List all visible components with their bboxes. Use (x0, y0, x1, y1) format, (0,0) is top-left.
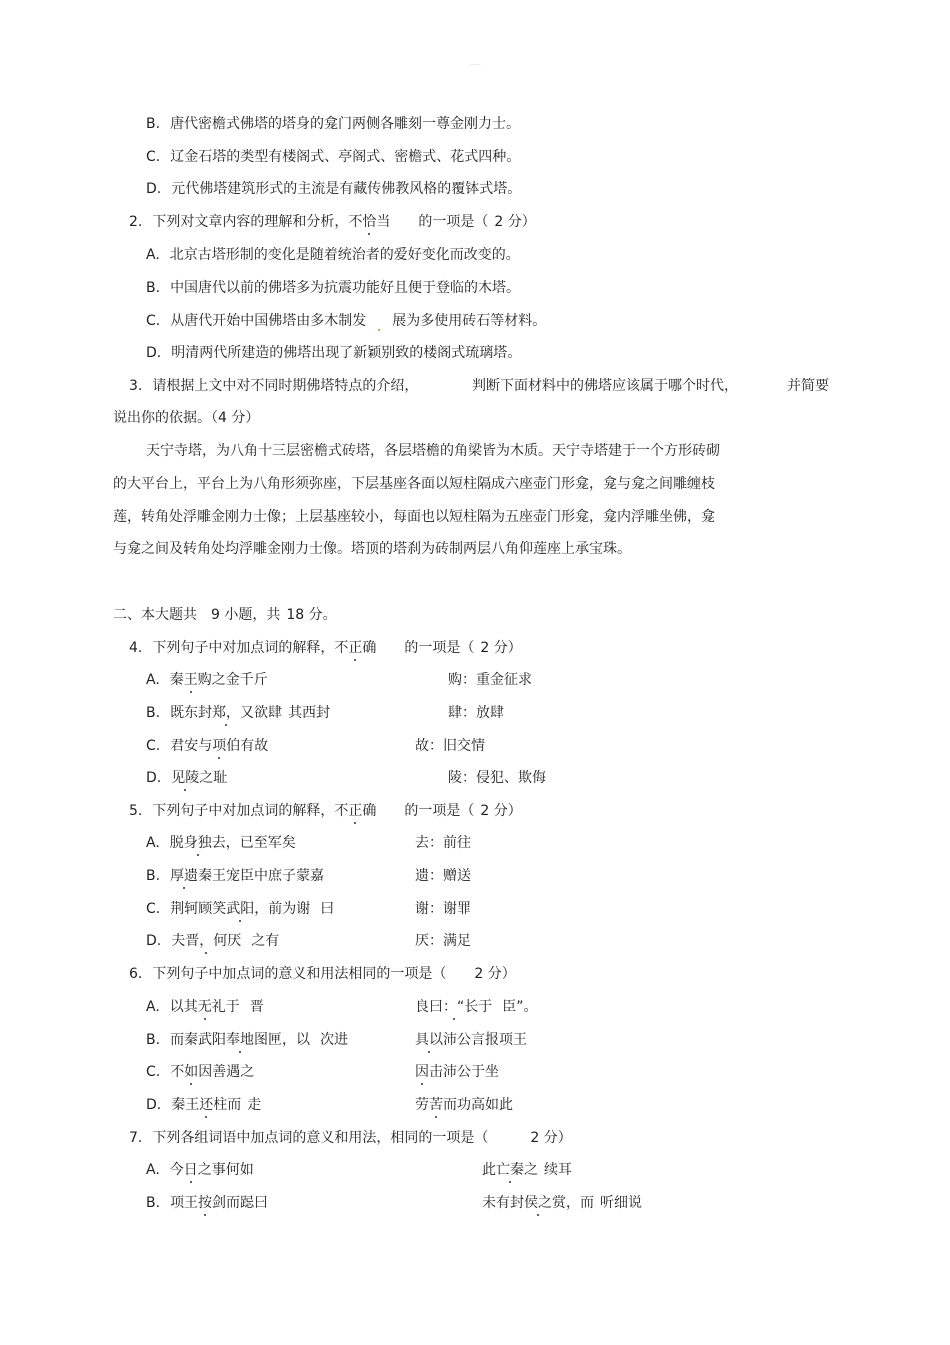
q6-option-a-right: 良曰：“长于 臣”。 (415, 999, 538, 1015)
page-header-mark: —·— (469, 62, 481, 68)
q3-material-line1: 天宁寺塔，为八角十三层密檐式砖塔，各层塔檐的角梁皆为木质。天宁寺塔建于一个方形砖砌 (146, 443, 720, 459)
q3-material-line2: 的大平台上，平台上为八角形须弥座，下层基座各面以短柱隔成六座壶门形龛，龛与龛之间雕缠枝 (113, 476, 715, 492)
q5-option-d: D. 夫晋，何厌 之有 (146, 933, 280, 949)
q5-option-c: C. 荆轲顾笑武阳，前为谢 曰 (146, 901, 335, 917)
q4-option-d: D. 见陵之耻 (146, 770, 228, 786)
q6-option-a: A. 以其无礼于 晋 (146, 999, 264, 1015)
q1-option-c: C. 辽金石塔的类型有楼阁式、亭阁式、密檐式、花式四种。 (146, 149, 521, 165)
q3-stem-part2: 判断下面材料中的佛塔应该属于哪个时代， (472, 378, 738, 394)
q5-option-a-gloss: 去：前往 (415, 835, 471, 851)
q5-option-b: B. 厚遗秦王宠臣中庶子蒙嘉 (146, 868, 325, 884)
q2-emphasis: 不恰当 (348, 214, 391, 230)
stray-mark (378, 329, 380, 331)
q6-option-c: C. 不如因善遇之 (146, 1064, 255, 1080)
q6-option-c-right: 因击沛公于坐 (415, 1064, 499, 1080)
q4-option-b: B. 既东封郑，又欲肆 其西封 (146, 705, 331, 721)
q7-option-a-right: 此亡秦之 续耳 (482, 1162, 572, 1178)
q3-stem-part3: 并简要 (787, 378, 829, 394)
q3-material-line4: 与龛之间及转角处均浮雕金刚力士像。塔顶的塔刹为砖制两层八角仰莲座上承宝珠。 (113, 541, 631, 557)
q5-option-b-gloss: 遗：赠送 (415, 868, 471, 884)
section-2-heading: 二、本大题共 9 小题，共 18 分。 (113, 607, 337, 623)
q6-option-d: D. 秦王还柱而 走 (146, 1097, 262, 1113)
q3-material-line3: 莲，转角处浮雕金刚力士像；上层基座较小，每面也以短柱隔为五座壶门形龛，龛内浮雕坐佛，龛 (113, 509, 715, 525)
q2-option-d: D. 明清两代所建造的佛塔出现了新颖别致的楼阁式琉璃塔。 (146, 345, 522, 361)
q6-stem: 6. 下列句子中加点词的意义和用法相同的一项是（ 2 分） (129, 966, 516, 982)
q6-option-b-right: 具以沛公言报项王 (415, 1032, 527, 1048)
q5-emphasis: 不正确 (334, 803, 377, 819)
q3-stem-line1: 3. 请根据上文中对不同时期佛塔特点的介绍， (129, 378, 419, 394)
q5-option-c-gloss: 谢：谢罪 (415, 901, 471, 917)
q7-option-b: B. 项王按剑而跽曰 (146, 1195, 269, 1211)
q1-option-d: D. 元代佛塔建筑形式的主流是有藏传佛教风格的覆钵式塔。 (146, 181, 522, 197)
q7-option-a: A. 今日之事何如 (146, 1162, 254, 1178)
q7-stem: 7. 下列各组词语中加点词的意义和用法，相同的一项是（ 2 分） (129, 1130, 572, 1146)
q1-option-b: B. 唐代密檐式佛塔的塔身的龛门两侧各雕刻一尊金刚力士。 (146, 116, 521, 132)
q2-option-c: C. 从唐代开始中国佛塔由多木制发 展为多使用砖石等材料。 (146, 313, 547, 329)
q4-option-d-gloss: 陵：侵犯、欺侮 (448, 770, 546, 786)
q5-option-a: A. 脱身独去，已至军矣 (146, 835, 296, 851)
q2-option-a: A. 北京古塔形制的变化是随着统治者的爱好变化而改变的。 (146, 247, 520, 263)
q3-stem-line2: 说出你的依据。（4 分） (113, 410, 260, 426)
q6-option-b: B. 而秦武阳奉地图匣，以 次进 (146, 1032, 349, 1048)
q4-option-a: A. 秦王购之金千斤 (146, 672, 268, 688)
q2-option-b: B. 中国唐代以前的佛塔多为抗震功能好且便于登临的木塔。 (146, 280, 521, 296)
q4-option-c-gloss: 故：旧交情 (415, 738, 485, 754)
q5-stem: 5. 下列句子中对加点词的解释，不正确 的一项是（ 2 分） (129, 803, 522, 819)
q2-stem: 2. 下列对文章内容的理解和分析，不恰当 的一项是（ 2 分） (129, 214, 536, 230)
q4-option-a-gloss: 购：重金征求 (448, 672, 532, 688)
q4-stem: 4. 下列句子中对加点词的解释，不正确 的一项是（ 2 分） (129, 640, 522, 656)
q4-option-b-gloss: 肆：放肆 (448, 705, 504, 721)
q5-option-d-gloss: 厌：满足 (415, 933, 471, 949)
q4-option-c: C. 君安与项伯有故 (146, 738, 269, 754)
q6-option-d-right: 劳苦而功高如此 (415, 1097, 513, 1113)
q7-option-b-right: 未有封侯之赏，而 听细说 (482, 1195, 642, 1211)
q4-emphasis: 不正确 (334, 640, 377, 656)
